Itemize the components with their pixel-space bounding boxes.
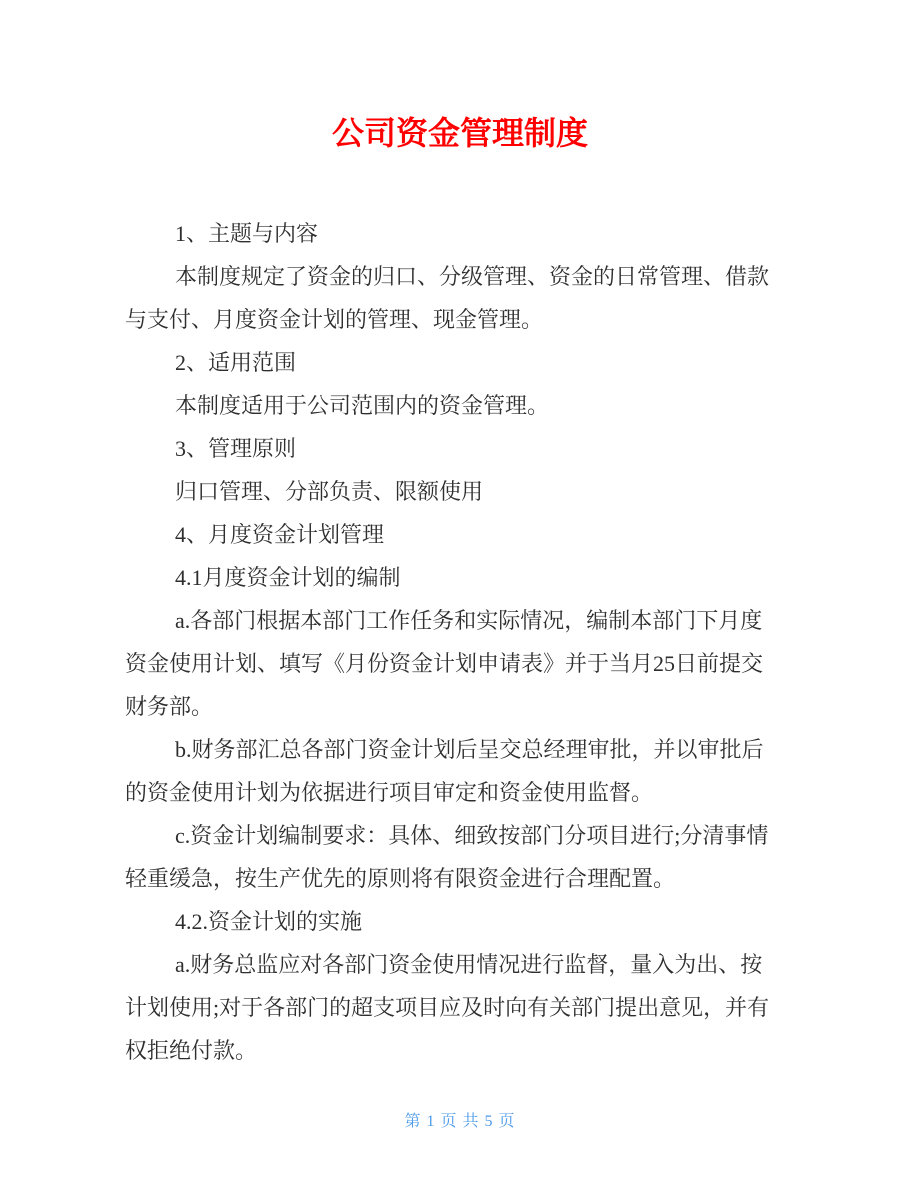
paragraph-heading-1: 1、主题与内容 (175, 221, 319, 246)
paragraph-heading-3: 3、管理原则 (175, 436, 297, 461)
paragraph-heading-2: 2、适用范围 (175, 350, 297, 375)
paragraph-heading-4-1: 4.1月度资金计划的编制 (175, 565, 401, 590)
paragraph-item-c1: c.资金计划编制要求：具体、细致按部门分项目进行;分清事情轻重缓急，按生产优先的原则将有限资金进行合理配置。 (125, 823, 769, 891)
document-title: 公司资金管理制度 (331, 115, 588, 151)
paragraph-body-1: 本制度规定了资金的归口、分级管理、资金的日常管理、借款与支付、月度资金计划的管理、现金管理。 (125, 264, 770, 332)
paragraph-heading-4: 4、月度资金计划管理 (175, 522, 385, 547)
paragraph-item-a1: a.各部门根据本部门工作任务和实际情况，编制本部门下月度资金使用计划、填写《月份资金计划申请表》并于当月25日前提交财务部。 (125, 608, 764, 719)
page-number-footer: 第 1 页 共 5 页 (404, 1113, 516, 1130)
paragraph-body-3: 归口管理、分部负责、限额使用 (175, 479, 484, 504)
document-body (125, 212, 773, 1072)
paragraph-body-2: 本制度适用于公司范围内的资金管理。 (175, 393, 550, 418)
paragraph-item-b1: b.财务部汇总各部门资金计划后呈交总经理审批，并以审批后的资金使用计划为依据进行项目审定和资金使用监督。 (125, 737, 764, 805)
paragraph-item-a2: a.财务总监应对各部门资金使用情况进行监督，量入为出、按计划使用;对于各部门的超支项目应及时向有关部门提出意见，并有权拒绝付款。 (125, 952, 770, 1063)
paragraph-heading-4-2: 4.2.资金计划的实施 (175, 909, 363, 934)
